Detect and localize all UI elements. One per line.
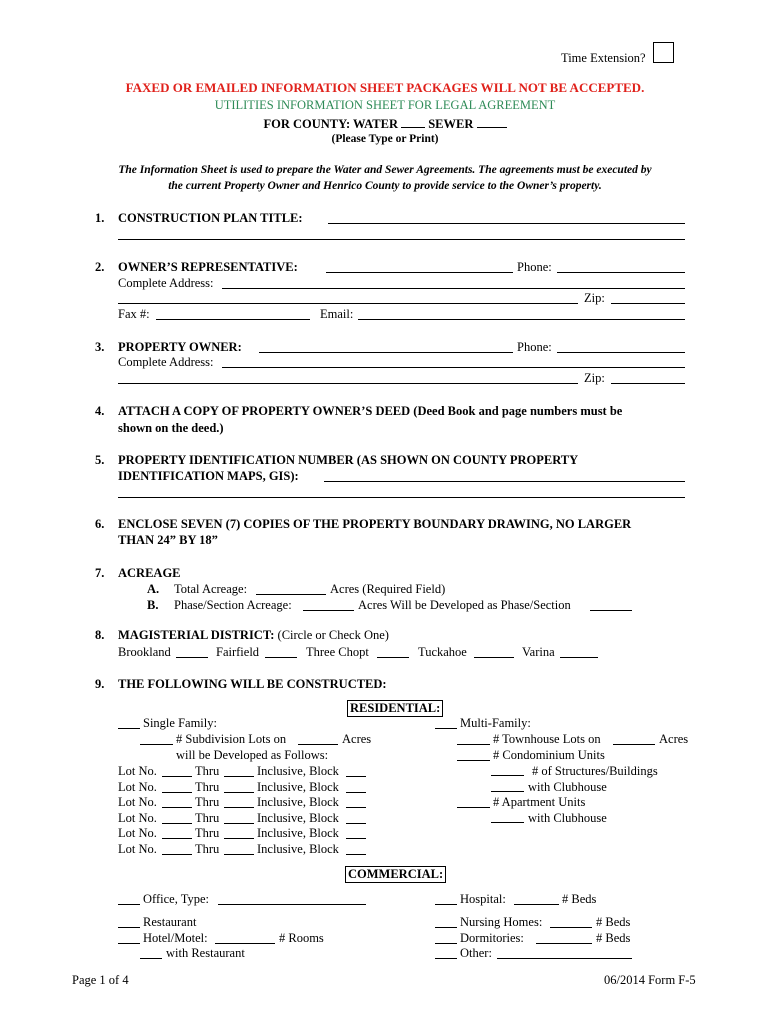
hospital-beds-label: # Beds xyxy=(562,892,597,906)
pin-label-line-2: IDENTIFICATION MAPS, GIS): xyxy=(118,469,299,483)
owners-representative-field[interactable] xyxy=(326,272,513,273)
lot-no-label: Lot No. xyxy=(118,795,157,809)
lot-to-field[interactable] xyxy=(224,838,254,839)
block-field[interactable] xyxy=(346,776,366,777)
other-label: Other: xyxy=(460,946,492,960)
other-check-field[interactable] xyxy=(435,958,457,959)
lot-to-field[interactable] xyxy=(224,854,254,855)
please-type: (Please Type or Print) xyxy=(331,133,439,145)
block-field[interactable] xyxy=(346,854,366,855)
section-6-number: 6. xyxy=(95,517,105,531)
section-3-number: 3. xyxy=(95,340,105,354)
rep-address-field[interactable] xyxy=(222,288,685,289)
phase-acreage-field[interactable] xyxy=(303,610,354,611)
dorm-check-field[interactable] xyxy=(435,943,457,944)
district-tuckahoe: Tuckahoe xyxy=(418,645,467,659)
intro-line-1: The Information Sheet is used to prepare the Water and Sewer Agreements. The agreements must be executed by xyxy=(118,164,652,176)
lot-no-label: Lot No. xyxy=(118,842,157,856)
property-owner-field[interactable] xyxy=(259,352,513,353)
thru-label: Thru xyxy=(195,826,220,840)
section-9-number: 9. xyxy=(95,677,105,691)
lot-to-field[interactable] xyxy=(224,807,254,808)
structures-label: # of Structures/Buildings xyxy=(532,764,658,778)
subdivision-acres-label: Acres xyxy=(342,732,372,746)
section-5-number: 5. xyxy=(95,453,105,467)
lot-no-label: Lot No. xyxy=(118,811,157,825)
owners-representative-label: OWNER’S REPRESENTATIVE: xyxy=(118,260,298,274)
section-7-number: 7. xyxy=(95,566,105,580)
office-check-field[interactable] xyxy=(118,904,140,905)
acreage-a-letter: A. xyxy=(147,582,160,596)
condo-clubhouse-field[interactable] xyxy=(491,791,524,792)
residential-heading: RESIDENTIAL: xyxy=(347,700,443,717)
property-owner-label: PROPERTY OWNER: xyxy=(118,340,242,354)
phase-section-field[interactable] xyxy=(590,610,632,611)
block-field[interactable] xyxy=(346,823,366,824)
subdivision-acres-field[interactable] xyxy=(298,744,338,745)
office-type-field[interactable] xyxy=(218,904,366,905)
lot-no-label: Lot No. xyxy=(118,764,157,778)
structures-field[interactable] xyxy=(491,775,524,776)
district-three-chopt: Three Chopt xyxy=(306,645,369,659)
owner-address-field-2[interactable] xyxy=(118,383,578,384)
inclusive-block-label: Inclusive, Block xyxy=(257,795,339,809)
block-field[interactable] xyxy=(346,838,366,839)
nursing-beds-field[interactable] xyxy=(550,927,592,928)
time-extension-label: Time Extension? xyxy=(561,51,646,65)
apartment-clubhouse-label: with Clubhouse xyxy=(528,811,607,825)
inclusive-block-label: Inclusive, Block xyxy=(257,764,339,778)
thru-label: Thru xyxy=(195,842,220,856)
restaurant-check-field[interactable] xyxy=(118,927,140,928)
nursing-homes-label: Nursing Homes: xyxy=(460,915,543,929)
section-4-number: 4. xyxy=(95,404,105,418)
thru-label: Thru xyxy=(195,795,220,809)
single-family-field[interactable] xyxy=(118,728,140,729)
townhouse-acres-label: Acres xyxy=(659,732,689,746)
rep-address-label: Complete Address: xyxy=(118,276,214,290)
warning-text: FAXED OR EMAILED INFORMATION SHEET PACKAGES WILL NOT BE ACCEPTED. xyxy=(125,80,645,95)
district-brookland: Brookland xyxy=(118,645,171,659)
hospital-check-field[interactable] xyxy=(435,904,457,905)
dorm-beds-label: # Beds xyxy=(596,931,631,945)
lot-to-field[interactable] xyxy=(224,792,254,793)
owner-phone-field[interactable] xyxy=(557,352,685,353)
construction-plan-title-label: CONSTRUCTION PLAN TITLE: xyxy=(118,211,303,225)
condo-units-label: # Condominium Units xyxy=(493,748,605,762)
office-type-label: Office, Type: xyxy=(143,892,210,906)
multi-family-label: Multi-Family: xyxy=(460,716,531,730)
acreage-title: ACREAGE xyxy=(118,566,181,580)
deed-instruction-line-2: shown on the deed.) xyxy=(118,421,224,435)
rep-fax-label: Fax #: xyxy=(118,307,150,321)
thru-label: Thru xyxy=(195,764,220,778)
lot-from-field[interactable] xyxy=(162,854,192,855)
lot-to-field[interactable] xyxy=(224,823,254,824)
lot-no-label: Lot No. xyxy=(118,826,157,840)
district-brookland-field[interactable] xyxy=(176,657,208,658)
apartment-units-label: # Apartment Units xyxy=(493,795,586,809)
section-1-number: 1. xyxy=(95,211,105,225)
form-title: UTILITIES INFORMATION SHEET FOR LEGAL AGREEMENT xyxy=(214,98,556,112)
hospital-label: Hospital: xyxy=(460,892,506,906)
sewer-field[interactable] xyxy=(477,115,507,128)
lot-from-field[interactable] xyxy=(162,792,192,793)
intro-line-2: the current Property Owner and Henrico County to provide service to the Owner’s property. xyxy=(168,180,602,192)
rep-email-label: Email: xyxy=(320,307,354,321)
block-field[interactable] xyxy=(346,807,366,808)
dorm-beds-field[interactable] xyxy=(536,943,592,944)
apartment-units-field[interactable] xyxy=(457,807,490,808)
boundary-drawing-line-1: ENCLOSE SEVEN (7) COPIES OF THE PROPERTY BOUNDARY DRAWING, NO LARGER xyxy=(118,517,632,531)
section-2-number: 2. xyxy=(95,260,105,274)
lot-to-field[interactable] xyxy=(224,776,254,777)
pin-label-line-1: PROPERTY IDENTIFICATION NUMBER (AS SHOWN ON COUNTY PROPERTY xyxy=(118,453,579,467)
inclusive-block-label: Inclusive, Block xyxy=(257,842,339,856)
rep-phone-label: Phone: xyxy=(517,260,552,274)
rep-email-field[interactable] xyxy=(358,319,685,320)
hotel-restaurant-field[interactable] xyxy=(140,958,162,959)
subdivision-lots-field[interactable] xyxy=(140,744,173,745)
nursing-beds-label: # Beds xyxy=(596,915,631,929)
lot-from-field[interactable] xyxy=(162,823,192,824)
thru-label: Thru xyxy=(195,811,220,825)
restaurant-label: Restaurant xyxy=(143,915,197,929)
multi-family-field[interactable] xyxy=(435,728,457,729)
construction-heading: THE FOLLOWING WILL BE CONSTRUCTED: xyxy=(118,677,387,691)
pin-field-2[interactable] xyxy=(118,497,685,498)
phase-acreage-note: Acres Will be Developed as Phase/Section xyxy=(358,598,571,612)
rep-address-field-2[interactable] xyxy=(118,303,578,304)
owner-phone-label: Phone: xyxy=(517,340,552,354)
total-acreage-label: Total Acreage: xyxy=(174,582,248,596)
owner-zip-label: Zip: xyxy=(584,371,605,385)
construction-plan-title-field-2[interactable] xyxy=(118,239,685,240)
lot-no-label: Lot No. xyxy=(118,780,157,794)
hotel-restaurant-label: with Restaurant xyxy=(166,946,245,960)
district-varina-field[interactable] xyxy=(560,657,598,658)
deed-instruction-line-1: ATTACH A COPY OF PROPERTY OWNER’S DEED (Deed Book and page numbers must be xyxy=(118,404,623,418)
thru-label: Thru xyxy=(195,780,220,794)
owner-address-field[interactable] xyxy=(222,367,685,368)
for-county-line: FOR COUNTY: WATER SEWER xyxy=(0,115,770,132)
acreage-b-letter: B. xyxy=(147,598,159,612)
construction-plan-title-field[interactable] xyxy=(328,223,685,224)
time-extension-checkbox[interactable] xyxy=(653,42,674,63)
condo-units-field[interactable] xyxy=(457,760,490,761)
water-field[interactable] xyxy=(401,115,425,128)
section-8-number: 8. xyxy=(95,628,105,642)
total-acreage-note: Acres (Required Field) xyxy=(330,582,446,596)
inclusive-block-label: Inclusive, Block xyxy=(257,780,339,794)
page-number: Page 1 of 4 xyxy=(72,973,129,987)
commercial-heading: COMMERCIAL: xyxy=(345,866,446,883)
lot-from-field[interactable] xyxy=(162,776,192,777)
district-fairfield-field[interactable] xyxy=(265,657,297,658)
owner-address-label: Complete Address: xyxy=(118,355,214,369)
hotel-check-field[interactable] xyxy=(118,943,140,944)
nursing-check-field[interactable] xyxy=(435,927,457,928)
rep-zip-label: Zip: xyxy=(584,291,605,305)
district-three-chopt-field[interactable] xyxy=(377,657,409,658)
district-varina: Varina xyxy=(522,645,555,659)
townhouse-lots-label: # Townhouse Lots on xyxy=(493,732,601,746)
pin-field[interactable] xyxy=(324,481,685,482)
form-number: 06/2014 Form F-5 xyxy=(604,973,696,987)
rep-phone-field[interactable] xyxy=(557,272,685,273)
dormitories-label: Dormitories: xyxy=(460,931,524,945)
total-acreage-field[interactable] xyxy=(256,594,326,595)
hotel-rooms-label: # Rooms xyxy=(279,931,324,945)
other-field[interactable] xyxy=(497,958,632,959)
lot-from-field[interactable] xyxy=(162,807,192,808)
hotel-label: Hotel/Motel: xyxy=(143,931,208,945)
district-tuckahoe-field[interactable] xyxy=(474,657,514,658)
magisterial-district-heading: MAGISTERIAL DISTRICT: (Circle or Check One) xyxy=(118,628,389,642)
owner-zip-field[interactable] xyxy=(611,383,685,384)
boundary-drawing-line-2: THAN 24” BY 18” xyxy=(118,533,218,547)
rep-fax-field[interactable] xyxy=(156,319,310,320)
inclusive-block-label: Inclusive, Block xyxy=(257,811,339,825)
lot-from-field[interactable] xyxy=(162,838,192,839)
district-fairfield: Fairfield xyxy=(216,645,260,659)
block-field[interactable] xyxy=(346,792,366,793)
condo-clubhouse-label: with Clubhouse xyxy=(528,780,607,794)
townhouse-acres-field[interactable] xyxy=(613,744,655,745)
subdivision-lots-label: # Subdivision Lots on xyxy=(176,732,287,746)
inclusive-block-label: Inclusive, Block xyxy=(257,826,339,840)
hotel-rooms-field[interactable] xyxy=(215,943,275,944)
phase-acreage-label: Phase/Section Acreage: xyxy=(174,598,292,612)
single-family-label: Single Family: xyxy=(143,716,217,730)
townhouse-lots-field[interactable] xyxy=(457,744,490,745)
developed-as-follows-label: will be Developed as Follows: xyxy=(176,748,329,762)
hospital-beds-field[interactable] xyxy=(514,904,559,905)
rep-zip-field[interactable] xyxy=(611,303,685,304)
apartment-clubhouse-field[interactable] xyxy=(491,822,524,823)
